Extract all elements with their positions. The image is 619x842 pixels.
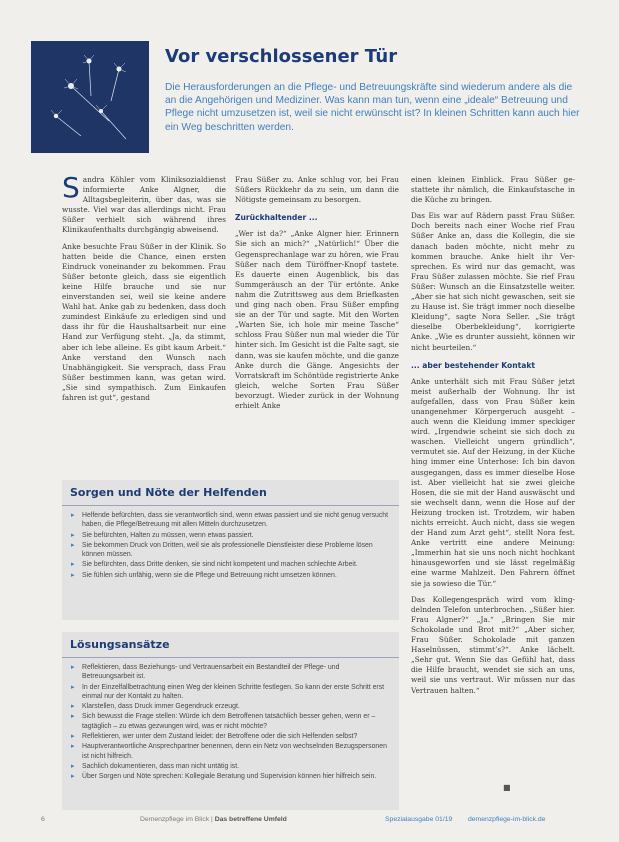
info-box-list <box>62 663 399 782</box>
paragraph: Das Kollegengespräch wird vom klingdelnden Telefon unterbrochen. „Süßer hier. Frau Algner?“ „Ja.“ „Bringen Sie mir Schokolade und Brot mit?“ „Aber sicher, Frau Süßer. Schokolade mit ganzen Haselnüssen, stimmt’s?“. Anke lächelt. „Sehr gut. Wenn Sie das Gefühl hat, dass die Hilfe braucht, wendet sie sich an uns, weil sie uns vertraut. Wir müssen nur das Vertrauen halten.“ <box>411 594 575 695</box>
list-item: ▸ Sachlich dokumentieren, dass man nicht untätig ist. <box>70 762 391 771</box>
info-box-list <box>62 511 399 580</box>
list-item: ▸ Sie befürchten, dass Dritte denken, sie sind nicht kompetent und machen schlechte Arbeit. <box>70 560 391 569</box>
paragraph: Anke besuchte Frau Süßer in der Klinik. So hatten beide die Chance, einen ersten Eindruck voneinander zu bekommen. Frau Süßer betonte gleich, dass sie eigentlich keine Hilfe brauche und sie nur einverstanden sei, weil sie keine andere Wahl hat. Anke gab zu bedenken, dass doch zumindest Einkäufe zu erledigen sind und dass ihr für die Haushaltsarbeit nur eine Hand zur Verfügung steht. „Ja, da stimmt, aber ich lebe alleine. Es gibt kaum Arbeit.“ Anke verstand den Wunsch nach Unabhängigkeit. Sie versprach, dass Frau Süßer bestimmen kann, was getan wird. „Sie sind sympathisch. Zum Einkaufen fahren ist gut“, gestand <box>62 241 226 402</box>
paragraph: Anke unterhält sich mit Frau Süßer jetzt meist außerhalb der Wohnung. Ihr ist aufgefallen, dass von Frau Süßer kein unangenehmer Körpergeruch ausgeht – auch wenn die Kleidung immer speckiger wird. „Irgendwie scheint sie sich doch zu waschen. Vielleicht ungern gründlich“, vermutet sie. Auf der Heizung, in der Küche hing immer eine Unterhose: Ich bin davon ausgegangen, dass es immer dieselbe Hose ist. Aber vielleicht hat sie zwei gleiche Hosen, die sie mit der Hand auswäscht und sie wechselt dann, wenn die Hose auf der Heizung trocken ist. Trotzdem, wir haben nichts erreicht. Auch nicht, dass sie wegen der Hand zum Arzt geht“, stellt Nora fest. Anke vertritt eine andere Meinung: „Immerhin hat sie uns noch nicht hochkant hinausgeworfen und sie lässt regelmäßig eine warme Mahlzeit. Den Fahrern öffnet sie ja sowieso die Tür.“ <box>411 376 575 588</box>
footer-topic: Das betreffene Umfeld <box>214 816 287 823</box>
end-mark: ■ <box>503 783 511 792</box>
footer-journal: Demenzpflege im Blick | Das betreffene Umfeld <box>140 816 287 823</box>
article-lead: Die Herausforderungen an die Pflege- und Betreuungskräfte sind wiederum andere als die an die Angehörigen und Mediziner. Was kann man tun, wenn eine „ideale“ Betreuung und Pflege nicht umzusetzen ist, weil sie nicht erwünscht ist? In kleinen Schritten kann auch hier ein Weg beschritten werden. <box>165 82 580 133</box>
footer-issue: Spezialausgabe 01/19 <box>385 816 453 823</box>
paragraph: Das Eis war auf Rädern passt Frau Süßer. Doch bereits nach einer Woche rief Frau Süßer Anke an, dass die Kollegin, die sie danach baden möchte, nicht mehr zu kommen brauche. Anke hielt ihr Versprechen. Es wird nur das gemacht, was Frau Süßer zulassen möchte. Sie rief Frau Süßer: Wunsch an die Einsatzstelle weiter. „Aber sie hat sich nicht gewaschen, seit sie zu Hause ist. Sie trägt immer noch dieselbe Kleidung“, sagte Nora Seller. „Sie trägt dieselbe Oberbekleidung“, korrigierte Anke. „Wie es drunter aussieht, können wir nicht beurteilen.“ <box>411 211 575 352</box>
article-title: Vor verschlossener Tür <box>165 46 398 67</box>
list-item: ▸ Sie fühlen sich unfähig, wenn sie die Pflege und Betreuung nicht umsetzen können. <box>70 571 391 580</box>
paragraph: einen kleinen Einblick. Frau Süßer gestattete ihr nämlich, die Einkaufstasche in die Küche zu bringen. <box>411 175 575 205</box>
subheading: ... aber bestehender Kontakt <box>411 360 536 370</box>
dandelion-photo <box>31 41 149 153</box>
footer-url[interactable]: demenzpflege-im-blick.de <box>468 816 546 823</box>
paragraph <box>62 171 226 236</box>
journal-name: Demenzpflege im Blick <box>140 816 210 823</box>
paragraph: „Wer ist da?“ „Anke Algner hier. Erinnern Sie sich an mich?“ „Natürlich!“ Über die Gegensprechanlage war zu hören, wie Frau Süßer nach dem Türöffner-Knopf tastete. Es dauerte einen Augenblick, bis das Summgeräusch an der Tür ertönte. Anke nahm die Zutrittsweg aus dem Briefkasten und ging nach oben. Frau Süßer empfing sie an der Tür und sagte. Mit den Worten „Warten Sie, ich hole mir meine Tasche“ schloss Frau Süßer nun mal wieder die Tür hinter sich. Im Gesicht ist die Falte sagt, sie dann, was sie kaufen möchte, und die ganze Anke durch die Gänge. Angesichts der Vorratskraft im Schöntüde registrierte Anke gleich, welche Sorten Frau Süßer bevorzugt. Wieder zurück in der Wohnung erhielt Anke <box>235 229 399 410</box>
list-item: ▸ Sie befürchten, Halten zu müssen, wenn etwas passiert. <box>70 531 391 540</box>
page-footer <box>0 816 619 830</box>
list-item: ▸ Sich bewusst die Frage stellen: Würde ich dem Betroffenen tatsächlich besser gehen, wenn er – tagtäglich – zu etwas gezwungen wird, was er nicht möchte? <box>70 712 391 731</box>
info-box-solutions <box>62 632 399 810</box>
subheading: Zurückhaltender ... <box>235 213 318 223</box>
list-item: ▸ Reflektieren, dass Beziehungs- und Vertrauensarbeit ein Bestandteil der Pflege- und Betreuungsarbeit ist. <box>70 663 391 682</box>
list-item: ▸ Über Sorgen und Nöte sprechen: Kollegiale Beratung und Supervision können hier hilfreich sein. <box>70 772 391 781</box>
text-column-2 <box>235 175 399 417</box>
paragraph: Frau Süßer zu. Anke schlug vor, bei Frau Süßers Rückkehr da zu sein, um dann die Nötigste gemeinsam zu besorgen. <box>235 175 399 205</box>
list-item: ▸ Helfende befürchten, dass sie verantwortlich sind, wenn etwas passiert und sie nicht genug versucht haben, die Pflege/Betreuung mit allen Mitteln durchzusetzen. <box>70 511 391 530</box>
paragraph-text: andra Köhler vom Kliniksozialdienst informierte Anke Algner, die Alltagsbegleiterin, über das, was sie wusste. Viel war das allerdings nicht. Frau Süßer verhielt sich während ihres Klinikaufenthalts durchgängig abweisend. <box>62 175 226 235</box>
text-column-1 <box>62 171 226 409</box>
list-item: ▸ Sie bekommen Druck von Dritten, weil sie als professionelle Dienstleister diese Probleme lösen können müssen. <box>70 541 391 560</box>
dandelion-seeds-illustration <box>31 41 149 153</box>
info-box-worries <box>62 480 399 620</box>
list-item: ▸ Hauptverantwortliche Ansprechpartner benennen, denn ein Netz von wechselnden Bezugspersonen ist nicht hilfreich. <box>70 742 391 761</box>
list-item: ▸ Klarstellen, dass Druck immer Gegendruck erzeugt. <box>70 702 391 711</box>
drop-cap: S <box>62 171 80 204</box>
text-column-3 <box>411 175 575 702</box>
list-item: ▸ Reflektieren, wer unter dem Zustand leidet: der Betroffene oder die sich Helfenden selbst? <box>70 732 391 741</box>
list-item: ▸ In der Einzelfallbetrachtung einen Weg der kleinen Schritte festlegen. So kann der erste Schritt erst einmal nur der Kontakt zu halten. <box>70 683 391 702</box>
info-box-title: Lösungsansätze <box>62 632 399 658</box>
page-number: 6 <box>41 816 45 823</box>
info-box-title: Sorgen und Nöte der Helfenden <box>62 480 399 506</box>
